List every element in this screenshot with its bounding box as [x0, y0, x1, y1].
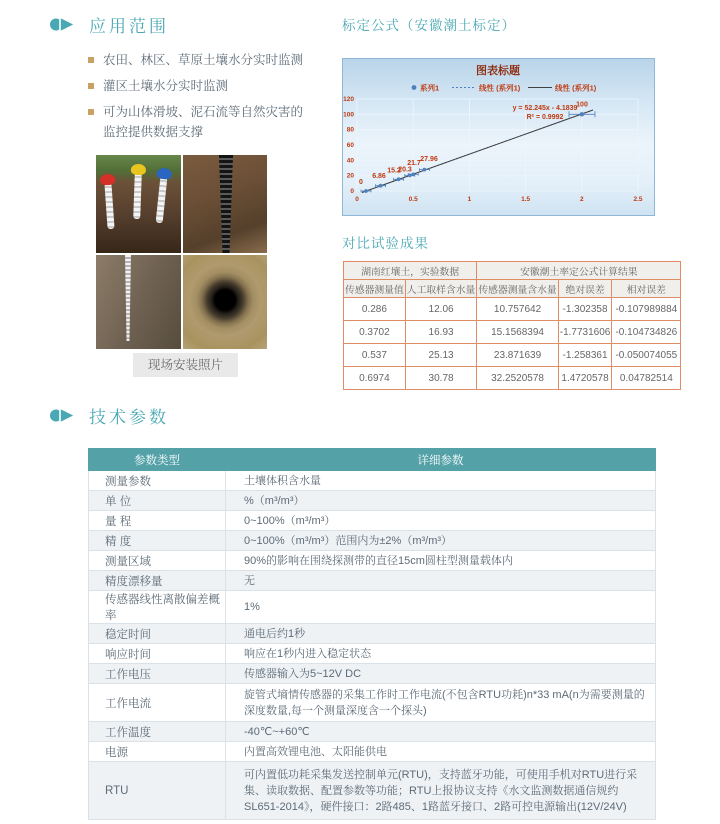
table-row: 0.3702 16.93 15.1568394 -1.7731606 -0.104734826	[344, 321, 681, 344]
svg-text:20: 20	[346, 172, 354, 180]
corrugated-probe	[215, 155, 237, 253]
trendline-r-squared: R² = 0.9992	[526, 114, 564, 121]
list-item: 农田、林区、草原土壤水分实时监测	[88, 50, 310, 70]
table-row: 工作电流 旋管式墒情传感器的采集工作时工作电流(不包含RTU功耗)n*33 mA(n为需要测量的深度数量,每一个测量深度含一个探头)	[89, 684, 656, 722]
svg-text:100: 100	[576, 101, 588, 109]
column-header: 参数类型	[89, 449, 226, 471]
photo-caption: 现场安装照片	[133, 353, 238, 377]
photo-borehole	[183, 255, 267, 349]
svg-text:0: 0	[350, 188, 354, 195]
table-row: 0.6974 30.78 32.2520578 1.4720578 0.04782514	[344, 367, 681, 390]
photo-sensors-capped	[96, 155, 181, 253]
chart-title: 图表标题	[476, 65, 520, 77]
sensor-stake-red	[104, 183, 114, 229]
section-title-tech: 技术参数	[89, 408, 169, 427]
svg-text:6.86: 6.86	[372, 173, 386, 180]
column-header: 详细参数	[226, 449, 656, 471]
svg-text:2: 2	[579, 196, 584, 203]
svg-text:0.5: 0.5	[408, 196, 418, 203]
table-row: 电源 内置高效锂电池、太阳能供电	[89, 742, 656, 762]
column-header: 人工取样含水量	[405, 280, 477, 298]
list-item: 灌区土壤水分实时监测	[88, 76, 310, 96]
photo-probe-white	[96, 255, 181, 349]
legend-marker-dot	[412, 85, 417, 90]
section-title-calibration: 标定公式（安徽潮土标定）	[342, 18, 516, 33]
svg-text:120: 120	[343, 96, 354, 103]
bullet-square-icon	[88, 109, 94, 115]
table-row: 精 度 0~100%（m³/m³）范围内为±2%（m³/m³）	[89, 531, 656, 551]
table-row: 测量参数 土壤体积含水量	[89, 471, 656, 491]
table-row	[89, 449, 656, 471]
trendline-equation: y = 52.245x - 4.1839	[512, 105, 578, 112]
section-header-application	[50, 12, 169, 37]
table-row: 量 程 0~100%（m³/m³）	[89, 511, 656, 531]
svg-text:1: 1	[467, 196, 472, 203]
column-header: 传感器测量含水量	[477, 280, 558, 298]
comparison-table	[343, 261, 681, 390]
svg-text:80: 80	[346, 126, 354, 134]
group-header: 湖南红壤土，实验数据	[344, 262, 477, 280]
bullet-square-icon	[88, 83, 94, 89]
legend-label: 线性 (系列1)	[555, 83, 597, 93]
table-row: 响应时间 响应在1秒内进入稳定状态	[89, 644, 656, 664]
column-header: 相对误差	[612, 280, 681, 298]
section-title-comparison: 对比试验成果	[342, 236, 429, 251]
table-row	[344, 262, 681, 280]
svg-text:0: 0	[359, 179, 363, 186]
legend-label: 线性 (系列1)	[479, 83, 521, 93]
svg-text:15.2: 15.2	[387, 167, 401, 175]
bullet-square-icon	[88, 57, 94, 63]
group-header: 安徽潮土率定公式计算结果	[477, 262, 681, 280]
table-row: 单 位 %（m³/m³）	[89, 491, 656, 511]
table-row: 0.286 12.06 10.757642 -1.302358 -0.107989884	[344, 298, 681, 321]
table-row	[344, 280, 681, 298]
svg-text:100: 100	[343, 111, 354, 119]
svg-text:2.5: 2.5	[633, 196, 643, 203]
arrow-bullet-icon	[50, 16, 76, 33]
svg-text:60: 60	[346, 142, 354, 149]
section-title-application: 应用范围	[89, 17, 169, 36]
corrugated-probe	[122, 255, 134, 341]
arrow-bullet-icon	[50, 407, 76, 424]
table-row: RTU 可内置低功耗采集发送控制单元(RTU)，支持蓝牙功能，可使用手机对RTU进行采集、读取数据、配置参数等功能；RTU上报协议支持《水文监测数据通信规约SL651-2014》，硬件接口：2路485、1路蓝牙接口、2路可控电源输出(12V/24V)	[89, 762, 656, 820]
svg-text:40: 40	[346, 157, 354, 165]
section-header-tech	[50, 403, 169, 428]
svg-text:20.3: 20.3	[398, 166, 412, 174]
calibration-chart	[342, 58, 655, 216]
chart-background	[343, 59, 655, 216]
table-row: 工作电压 传感器输入为5~12V DC	[89, 664, 656, 684]
table-row: 传感器线性离散偏差概率 1%	[89, 591, 656, 624]
svg-text:1.5: 1.5	[521, 196, 531, 203]
svg-text:0: 0	[355, 196, 359, 203]
table-row: 测量区域 90%的影响在围绕探测带的直径15cm圆柱型测量载体内	[89, 551, 656, 571]
photo-probe-dark	[183, 155, 267, 253]
column-header: 绝对误差	[558, 280, 612, 298]
table-row: 精度漂移量 无	[89, 571, 656, 591]
sensor-stake-blue	[156, 177, 168, 223]
application-bullet-list	[88, 50, 310, 148]
table-row: 稳定时间 通电后约1秒	[89, 624, 656, 644]
column-header: 传感器测量值	[344, 280, 406, 298]
tech-params-table	[88, 448, 656, 820]
table-row: 工作温度 -40℃~+60℃	[89, 722, 656, 742]
legend-label: 系列1	[420, 83, 440, 93]
svg-text:27.96: 27.96	[420, 156, 438, 163]
sensor-stake-yellow	[133, 173, 142, 219]
table-row: 0.537 25.13 23.871639 -1.258361 -0.050074055	[344, 344, 681, 367]
list-item: 可为山体滑坡、泥石流等自然灾害的监控提供数据支撑	[88, 102, 310, 142]
svg-text:21.7: 21.7	[407, 160, 421, 167]
